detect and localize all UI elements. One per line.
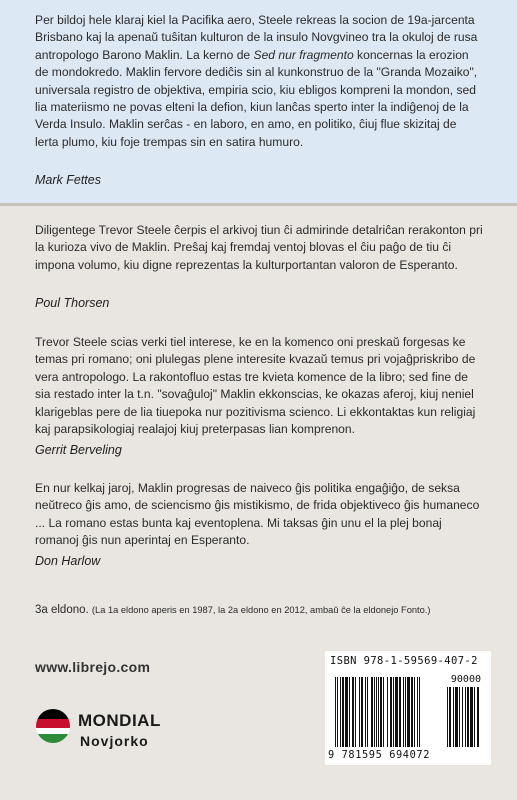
ean-number: 9 781595 694072	[328, 749, 430, 761]
publisher-city: Novjorko	[80, 733, 149, 749]
review-3-author: Gerrit Berveling	[35, 443, 122, 457]
addon-number: 90000	[450, 674, 481, 685]
review-4-author: Don Harlow	[35, 554, 101, 568]
review-2-text: Diligentege Trevor Steele ĉerpis el arkivoj tiun ĉi admirinde detalriĉan rerakonton pri la kurioza vivo de Maklin. Preŝaj kaj fremdaj ventoj blovas el ĉiu paĝo de tiu ĉi impona volumo, kiu digne reprezentas la kulturportantan valoron de Esperanto.	[35, 223, 483, 272]
edition-lead: 3a eldono.	[35, 604, 89, 616]
addon-bars	[447, 687, 479, 747]
review-2-author: Poul Thorsen	[35, 296, 110, 310]
isbn-label: ISBN 978-1-59569-407-2	[330, 655, 478, 667]
flag-circle-icon	[35, 708, 71, 744]
website-link[interactable]: www.librejo.com	[35, 659, 151, 675]
review-1-author: Mark Fettes	[35, 173, 101, 187]
ean-bars	[335, 677, 420, 747]
barcode-box	[325, 651, 491, 765]
barcode-graphic	[329, 673, 487, 749]
publisher-name: MONDIAL	[78, 711, 161, 730]
review-4-text: En nur kelkaj jaroj, Maklin progresas de naiveco ĝis politika engaĝiĝo, de seksa neŭtreco ĝis amo, de sciencismo ĝis mistikismo, de frida objektiveco ĝis humaneco ... La romano estas bunta kaj eventoplena. Mi taksas ĝin unu el la plej bonaj romanoj ĝis nun aperintaj en Esperanto.	[35, 481, 480, 548]
edition-history: (La 1a eldono aperis en 1987, la 2a eldono en 2012, ambaŭ ĉe la eldonejo Fonto.)	[91, 605, 431, 615]
review-1-text: Per bildoj hele klaraj kiel la Pacifika aero, Steele rekreas la socion de 19a-jarcenta Brisbano kaj la apenaŭ tuŝitan kulturon de la insulo Novgvineo tra la okuloj de rusa antropologo Barono Maklin. La kerno de Sed nur fragmento koncernas la erozion de mondokredo. Maklin fervore dediĉis sin al kunkonstruo de la "Granda Mozaiko", universala registro de objektiva, empiria scio, kiu ebligos kompreni la mondon, sed lia materiismo ne povas elteni la defion, kiun lanĉas sperto inter la indiĝenoj de la Verda Insulo. Maklin serĉas - en laboro, en amo, en politiko, ĉiuj flue skizitaj de lerta plumo, kiu foje trempas sin en satira humuro.	[35, 13, 478, 149]
band-separator	[0, 203, 517, 206]
edition-note	[35, 604, 505, 616]
review-3-text: Trevor Steele scias verki tiel interese, ke en la komenco oni preskaŭ forgesas ke temas pri romano; oni plulegas plene interesite kvazaŭ temus pri vojaĝpriskribo de vera antropologo. La rakontofluo estas tre kvieta komence de la libro; sed fine de sia restado inter la t.n. "sovaĝuloj" Maklin ekkonscias, ke okazas aferoj, kiuj neniel klarigeblas pere de lia tiuepoka nur pozitivisma scienco. Li ekkontaktas kun religiaj kaj parapsikologiaj realajoj kiuj preterpasas lian komprenon.	[35, 335, 476, 437]
